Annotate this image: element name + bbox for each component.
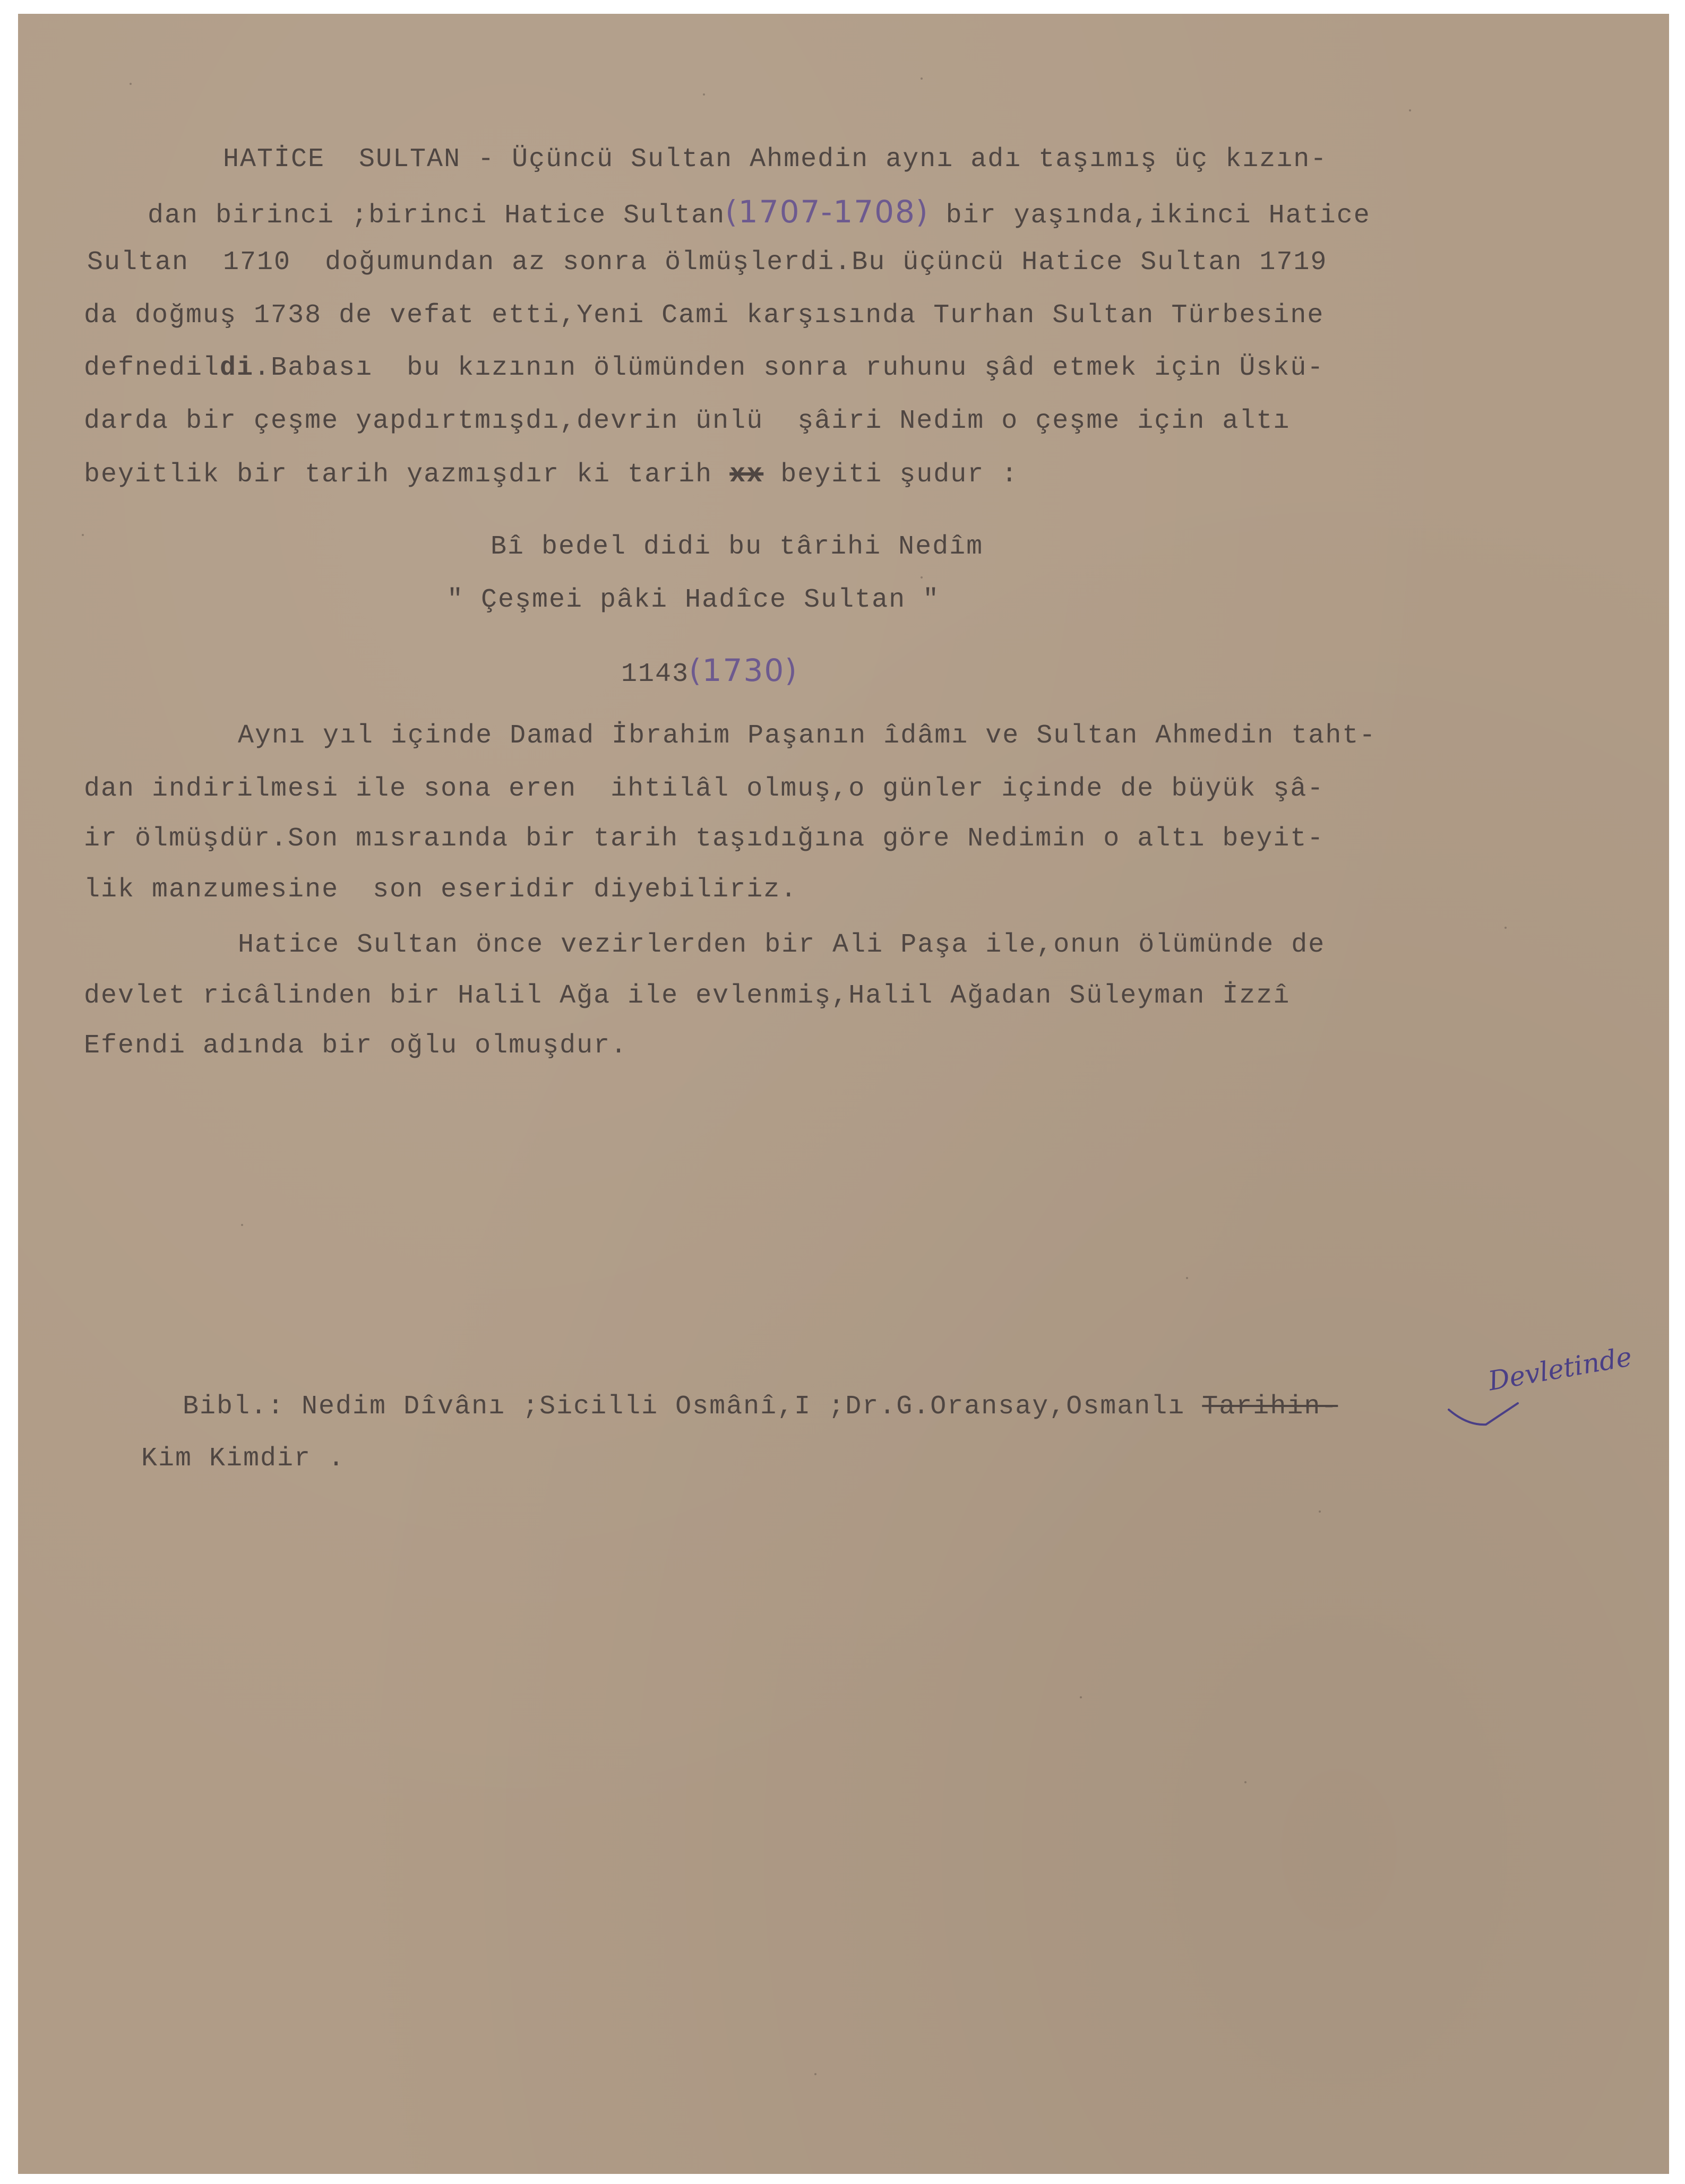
verse-date-hijri: 1143 (621, 659, 690, 689)
paragraph-1-line-4: da doğmuş 1738 de vefat etti,Yeni Cami karşısında Turhan Sultan Türbesine (84, 300, 1325, 331)
verse-line-2: " Çeşmei pâki Hadîce Sultan " (447, 585, 940, 615)
paragraph-1-line-3: Sultan 1710 doğumundan az sonra ölmüşlerdi.Bu üçüncü Hatice Sultan 1719 (87, 247, 1328, 278)
handwritten-insertion: Devletinde (1485, 1341, 1635, 1397)
verse-date (621, 652, 798, 689)
bibliography-line-2: Kim Kimdir . (141, 1444, 346, 1474)
p1-date-range: (1707-1708) (725, 194, 929, 230)
verse-date-gregorian: (1730) (689, 652, 798, 688)
paragraph-2-line-2: dan indirilmesi ile sona eren ihtilâl olmuş,o günler içinde de büyük şâ- (84, 774, 1325, 804)
p1-line-7-end: beyiti şudur : (763, 460, 1019, 490)
p1-line-7-start: beyitlik bir tarih yazmışdır ki tarih (84, 460, 730, 490)
paragraph-1-line-1: HATİCE SULTAN - Üçüncü Sultan Ahmedin aynı adı taşımış üç kızın- (223, 144, 1328, 175)
paragraph-2-line-3: ir ölmüşdür.Son mısraında bir tarih taşıdığına göre Nedimin o altı beyit- (84, 824, 1325, 854)
paragraph-2-line-1: Aynı yıl içinde Damad İbrahim Paşanın îdâmı ve Sultan Ahmedin taht- (238, 721, 1377, 751)
paragraph-1-line-6: darda bir çeşme yapdırtmışdı,devrin ünlü şâiri Nedim o çeşme için altı (84, 406, 1291, 436)
bibliography-text: Bibl.: Nedim Dîvânı ;Sicilli Osmânî,I ;Dr.G.Oransay,Osmanlı (183, 1392, 1202, 1422)
paragraph-3-line-3: Efendi adında bir oğlu olmuşdur. (84, 1031, 628, 1061)
p1-line-2-start: dan birinci ;birinci Hatice Sultan (148, 201, 726, 231)
p1-line-2-end: bir yaşında,ikinci Hatice (929, 201, 1371, 231)
struck-out-mark: xx (729, 460, 764, 490)
paragraph-2-line-4: lik manzumesine son eseridir diyebiliriz. (84, 875, 798, 905)
paragraph-1-line-5 (84, 355, 1324, 382)
verse-line-1: Bî bedel didi bu târihi Nedîm (491, 532, 984, 562)
p1-line-5-start: defnedil (84, 353, 220, 383)
paragraph-1-line-7 (84, 462, 1018, 488)
bibliography-line-1 (183, 1394, 1338, 1420)
typewritten-page (18, 14, 1669, 2174)
paragraph-3-line-2: devlet ricâlinden bir Halil Ağa ile evlenmiş,Halil Ağadan Süleyman İzzî (84, 981, 1291, 1011)
insertion-caret-icon (1446, 1399, 1520, 1431)
paragraph-3-line-1: Hatice Sultan önce vezirlerden bir Ali Paşa ile,onun ölümünde de (238, 930, 1326, 960)
overtyped-letters: di (220, 353, 254, 383)
struck-word: Tarihin- (1202, 1392, 1338, 1422)
paragraph-1-line-2 (148, 196, 1371, 229)
p1-line-5-end: .Babası bu kızının ölümünden sonra ruhunu şâd etmek için Üskü- (254, 353, 1325, 383)
